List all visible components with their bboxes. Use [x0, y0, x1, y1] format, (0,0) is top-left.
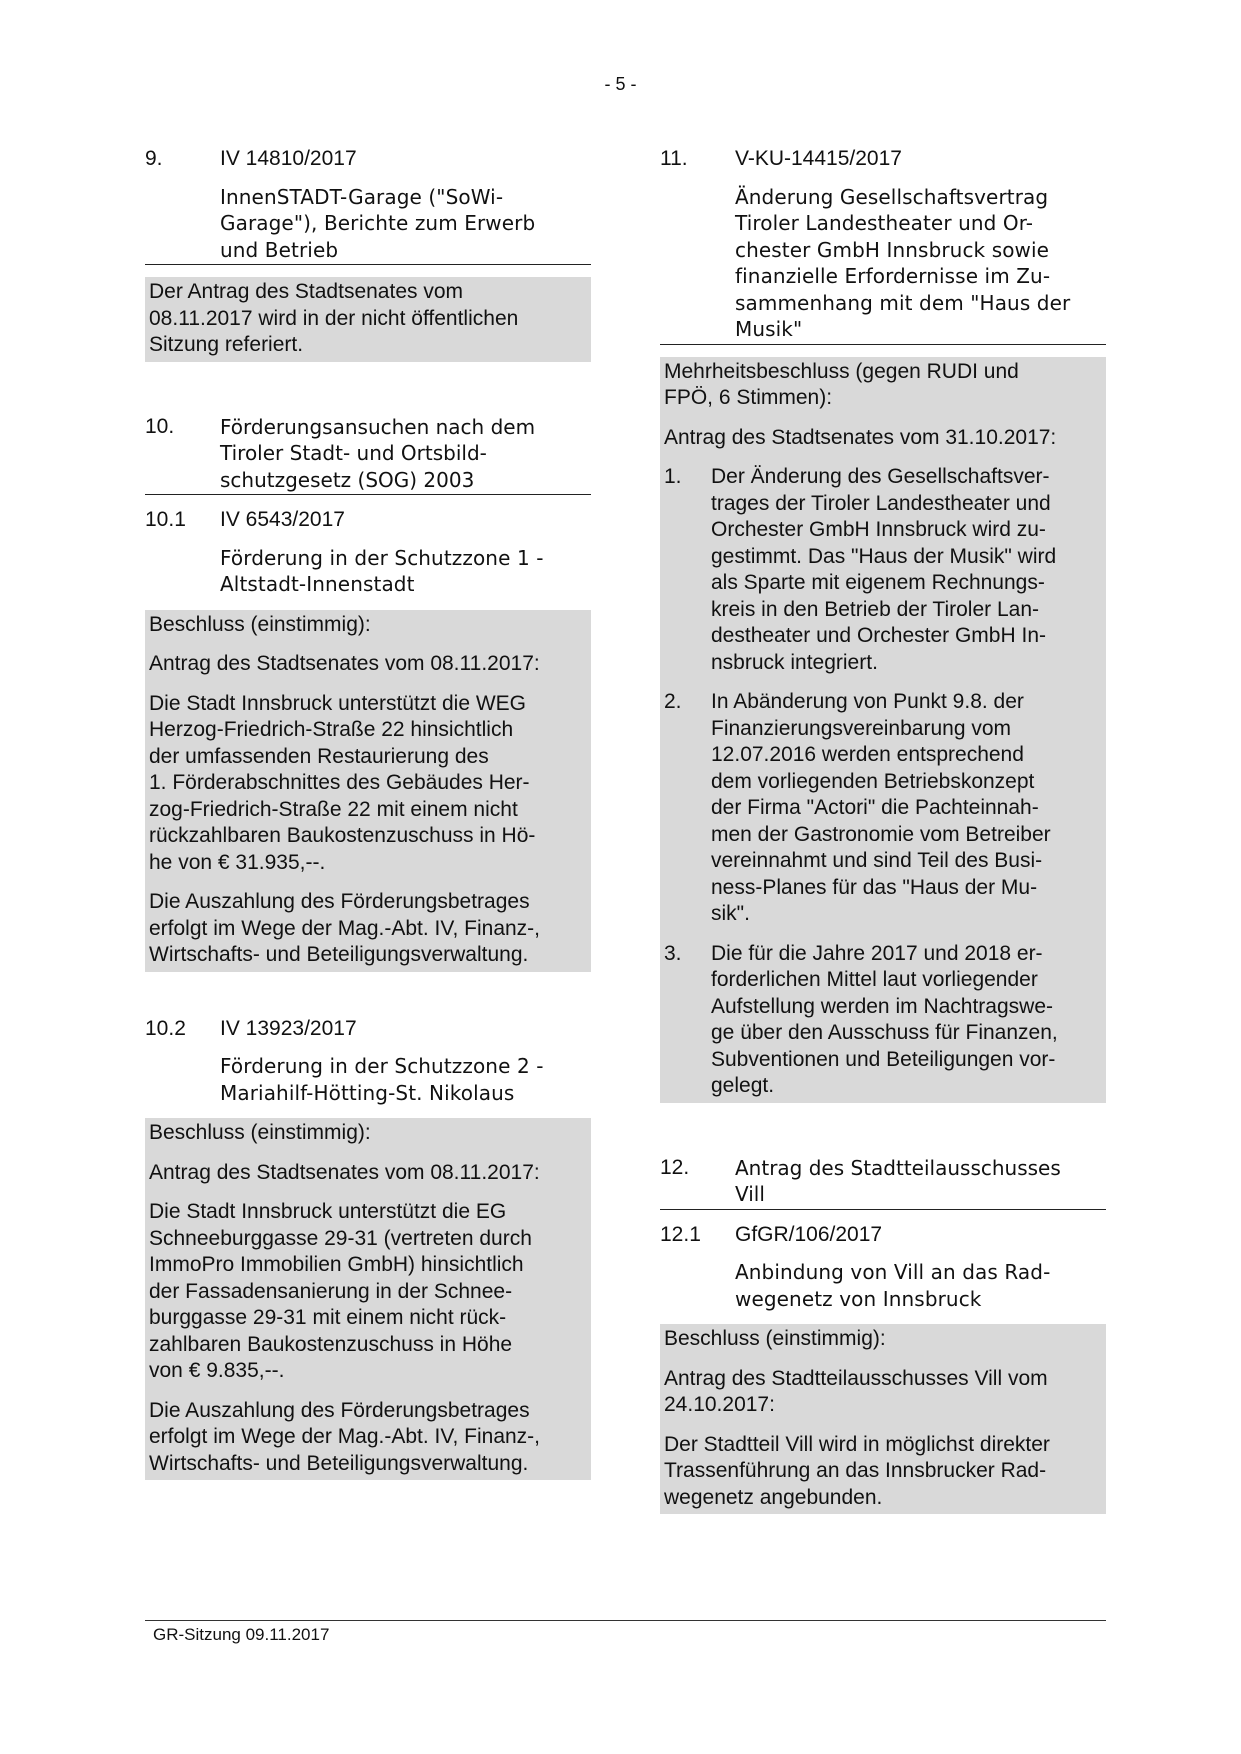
payment-text: Die Auszahlung des Förderungsbetrages erfolgt im Wege der Mag.-Abt. IV, Finanz-, Wirtschafts- und Beteiligungsverwaltung.	[149, 1398, 541, 1475]
item-9-decision: Der Antrag des Stadtsenates vom 08.11.2017 wird in der nicht öffentlichen Sitzung referiert.	[145, 277, 591, 362]
item-code: IV 6543/2017	[220, 508, 345, 531]
item-code: IV 13923/2017	[220, 1016, 357, 1040]
beschluss-label: Mehrheitsbeschluss (gegen RUDI und FPÖ, 6 Stimmen):	[664, 359, 1019, 409]
item-11-header	[660, 146, 1106, 345]
item-number: 11.	[660, 147, 688, 170]
item-12-1-header	[660, 1222, 1106, 1313]
decision-text: Die Stadt Innsbruck unterstützt die WEG Herzog-Friedrich-Straße 22 hinsichtlich der umfassenden Restaurierung des 1. Förderabschnittes des Gebäudes Her- zog-Friedrich-Straße 22 mit einem nicht rückzahlbaren Baukostenzuschuss in Hö- he von € 31.935,--.	[149, 691, 536, 874]
item-subject: Förderung in der Schutzzone 1 - Altstadt-Innenstadt	[220, 545, 544, 596]
decision-text: Die Stadt Innsbruck unterstützt die EG Schneeburggasse 29-31 (vertreten durch ImmoPro Immobilien GmbH) hinsichtlich der Fassadensanierung in der Schnee- burggasse 29-31 mit einem nicht rück- zahlbaren Baukostenzuschuss in Höhe von € 9.835,--.	[149, 1200, 532, 1382]
list-item: 3. Die für die Jahre 2017 und 2018 er- forderlichen Mittel laut vorliegender Aufstellung werden im Nachtragswe- ge über den Ausschuss für Finanzen, Subventionen und Beteiligungen vor- gelegt.	[664, 941, 1058, 1097]
item-10-1-decision	[145, 610, 591, 972]
item-subject: InnenSTADT-Garage ("SoWi- Garage"), Berichte zum Erwerb und Betrieb	[220, 184, 536, 262]
beschluss-label: Beschluss (einstimmig):	[149, 1121, 371, 1144]
item-11-decision	[660, 357, 1106, 1103]
antrag-label: Antrag des Stadtsenates vom 08.11.2017:	[149, 1160, 540, 1184]
item-code: V-KU-14415/2017	[735, 147, 902, 170]
beschluss-label: Beschluss (einstimmig):	[149, 612, 371, 636]
item-subject: Anbindung von Vill an das Rad- wegenetz von Innsbruck	[735, 1260, 1051, 1311]
item-code: IV 14810/2017	[220, 147, 357, 170]
list-item: 2. In Abänderung von Punkt 9.8. der Finanzierungsvereinbarung vom 12.07.2016 werden entsprechend dem vorliegenden Betriebskonzept der Firma "Actori" die Pachteinnah- men der Gastronomie vom Betreiber vereinnahmt und sind Teil des Busi- ness-Planes für das "Haus der Mu- sik".	[664, 690, 1051, 925]
item-number: 12.	[660, 1155, 690, 1179]
item-title: Förderungsansuchen nach dem Tiroler Stadt- und Ortsbild- schutzgesetz (SOG) 2003	[220, 414, 536, 492]
payment-text: Die Auszahlung des Förderungsbetrages erfolgt im Wege der Mag.-Abt. IV, Finanz-, Wirtschafts- und Beteiligungsverwaltung.	[149, 890, 541, 966]
item-subject: Änderung Gesellschaftsvertrag Tiroler Landestheater und Or- chester GmbH Innsbruck sowie finanzielle Erfordernisse im Zu- sammenhang mit dem "Haus der Musik"	[735, 184, 1071, 341]
antrag-label: Antrag des Stadtsenates vom 08.11.2017:	[149, 652, 540, 675]
beschluss-label: Beschluss (einstimmig):	[664, 1327, 886, 1350]
item-title: Antrag des Stadtteilausschusses Vill	[735, 1155, 1061, 1206]
right-column	[660, 146, 1106, 1514]
item-subject: Förderung in der Schutzzone 2 - Mariahilf-Hötting-St. Nikolaus	[220, 1054, 544, 1105]
antrag-label: Antrag des Stadtsenates vom 31.10.2017:	[664, 425, 1057, 449]
page-number: - 5 -	[604, 74, 637, 94]
item-code: GfGR/106/2017	[735, 1222, 883, 1246]
item-number: 9.	[145, 147, 163, 170]
item-10-2-decision	[145, 1118, 591, 1480]
footer-divider	[145, 1620, 1106, 1621]
list-item: 1. Der Änderung des Gesellschaftsver- trages der Tiroler Landestheater und Orchester GmbH Innsbruck wird zu- gestimmt. Das "Haus der Musik" wird als Sparte mit eigenem Rechnungs- kreis in den Betrieb der Tiroler Lan- destheater und Orchester GmbH In- nsbruck integriert.	[664, 465, 1057, 674]
decision-text: Der Stadtteil Vill wird in möglichst direkter Trassenführung an das Innsbrucker Rad- wegenetz angebunden.	[664, 1432, 1050, 1509]
left-column	[145, 146, 591, 1480]
footer-text: GR-Sitzung 09.11.2017	[153, 1625, 330, 1644]
item-10-2-header	[145, 1016, 591, 1107]
item-10-1-header	[145, 507, 591, 598]
decision-points	[664, 464, 1102, 1100]
item-12-1-decision	[660, 1324, 1106, 1514]
item-12-header	[660, 1155, 1106, 1210]
item-9-header	[145, 146, 591, 265]
item-number: 10.2	[145, 1016, 186, 1040]
item-number: 10.1	[145, 508, 186, 531]
item-10-header	[145, 414, 591, 496]
item-number: 10.	[145, 414, 175, 438]
antrag-label: Antrag des Stadtteilausschusses Vill vom 24.10.2017:	[664, 1366, 1048, 1416]
item-number: 12.1	[660, 1222, 701, 1246]
